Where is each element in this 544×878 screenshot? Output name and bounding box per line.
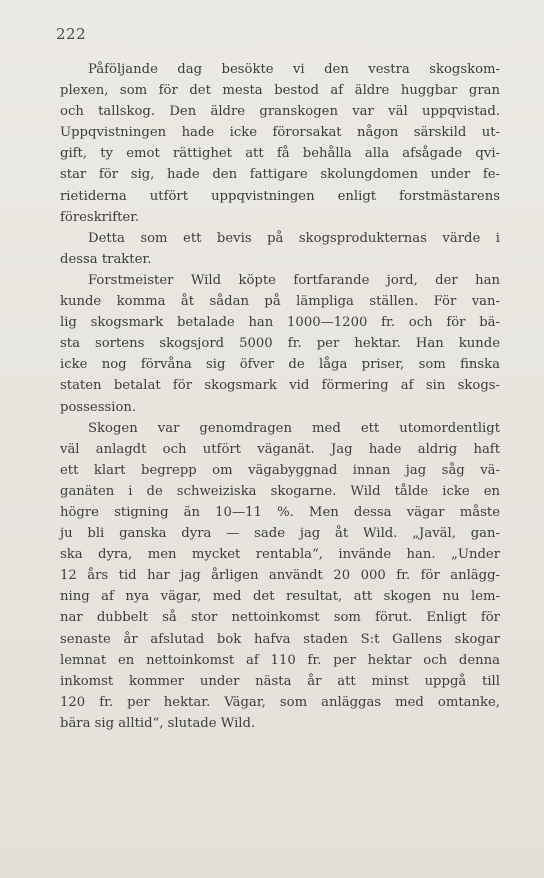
text-line: ett klart begrepp om vägabyggnad innan jag såg vä- [60,462,500,478]
text-line: Detta som ett bevis på skogsprodukternas värde i [88,230,500,246]
text-line: dessa trakter. [60,251,152,267]
text-line: plexen, som för det mesta bestod af äldre huggbar gran [60,83,500,99]
text-line: lig skogsmark betalade han 1000—1200 fr. och för bä- [60,315,500,331]
text-line: icke nog förvåna sig öfver de låga priser, som finska [60,357,500,373]
text-line: rietiderna utfört uppqvistningen enligt forstmästarens [60,188,500,204]
text-line: Skogen var genomdragen med ett utomordentligt [88,420,500,436]
text-line: ju bli ganska dyra — sade jag åt Wild. „Javäl, gan- [60,526,500,542]
text-line: och tallskog. Den äldre granskogen var väl uppqvistad. [60,104,500,120]
text-line: 120 fr. per hektar. Vägar, som anläggas med omtanke, [60,694,500,710]
text-line: nar dubbelt så stor nettoinkomst som förut. Enligt för [60,610,500,626]
text-line: föreskrifter. [60,209,140,225]
text-line: Uppqvistningen hade icke förorsakat någon särskild ut- [60,125,500,141]
text-line: staten betalat för skogsmark vid förmering af sin skogs- [60,378,500,394]
page-number: 222 [56,25,87,43]
text-line: senaste år afslutad bok hafva staden S:t Gallens skogar [60,631,500,647]
text-line: possession. [60,399,137,415]
text-line: väl anlagdt och utfört väganät. Jag hade aldrig haft [60,441,500,457]
text-line: Påföljande dag besökte vi den vestra skogskom- [88,62,500,77]
body-text [60,59,500,734]
text-line: högre stigning än 10—11 %. Men dessa vägar måste [60,504,500,520]
text-line: inkomst kommer under nästa år att minst uppgå till [60,673,500,689]
text-line: ganäten i de schweiziska skogarne. Wild tålde icke en [60,483,500,499]
text-line: gift, ty emot rättighet att få behålla alla afsågade qvi- [60,146,500,162]
text-line: kunde komma åt sådan på lämpliga ställen. För van- [60,294,500,310]
text-line: Forstmeister Wild köpte fortfarande jord, der han [88,272,500,288]
text-line: ska dyra, men mycket rentabla“, invände han. „Under [60,547,500,563]
text-line: bära sig alltid“, slutade Wild. [60,715,256,731]
text-line: ning af nya vägar, med det resultat, att skogen nu lem- [60,589,500,605]
text-line: sta sortens skogsjord 5000 fr. per hektar. Han kunde [60,336,500,352]
text-line: 12 års tid har jag årligen användt 20 000 fr. för anlägg- [60,568,500,584]
text-line: lemnat en nettoinkomst af 110 fr. per hektar och denna [60,652,500,668]
text-line: star för sig, hade den fattigare skolungdomen under fe- [60,167,500,183]
